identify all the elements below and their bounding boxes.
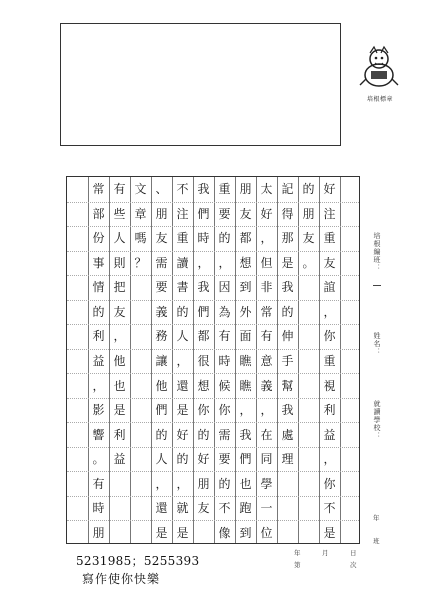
essay-char: 影	[92, 403, 105, 418]
essay-char: ，	[260, 403, 273, 418]
essay-char: ，	[113, 329, 126, 344]
essay-char: 需	[155, 255, 168, 270]
essay-char: 不	[176, 182, 189, 197]
essay-char: 一	[260, 501, 273, 516]
essay-char: 人	[113, 231, 126, 246]
essay-char: 朋	[92, 525, 105, 540]
essay-char: 都	[197, 329, 210, 344]
essay-char: ，	[197, 255, 210, 270]
essay-char: ，	[92, 378, 105, 393]
grid-row-line	[67, 251, 359, 252]
essay-char: 的	[197, 427, 210, 442]
essay-char: 的	[218, 476, 231, 491]
essay-char: 伸	[281, 329, 294, 344]
essay-char: 還	[155, 501, 168, 516]
essay-char: 事	[92, 255, 105, 270]
essay-char: 讀	[176, 255, 189, 270]
essay-char: ，	[323, 452, 336, 467]
essay-char: 是	[113, 403, 126, 418]
essay-char: 益	[92, 354, 105, 368]
essay-char: 有	[113, 182, 126, 197]
essay-char: 文	[134, 182, 147, 197]
footer-month-label: 月	[322, 549, 329, 557]
essay-char: 在	[260, 427, 273, 442]
essay-char: 們	[155, 403, 168, 418]
essay-char: 人	[155, 452, 168, 467]
essay-char: 常	[260, 304, 273, 319]
footer-ordinal-label: 第	[294, 561, 301, 569]
essay-char: 就	[176, 501, 189, 516]
essay-char: 我	[239, 427, 252, 442]
essay-char: 候	[218, 378, 231, 393]
essay-char: 友	[113, 304, 126, 319]
footer-times-label: 次	[350, 561, 357, 569]
grid-row-line	[67, 398, 359, 399]
essay-char: ，	[218, 255, 231, 270]
essay-char: 是	[323, 525, 336, 540]
essay-char: 義	[155, 304, 168, 319]
essay-char: 些	[113, 206, 126, 221]
essay-char: 我	[281, 280, 294, 295]
essay-char: 益	[113, 452, 126, 467]
essay-char: 友	[155, 231, 168, 246]
essay-char: 是	[176, 403, 189, 418]
essay-char: 他	[113, 354, 126, 368]
essay-char: 人	[176, 329, 189, 344]
essay-char: ？	[134, 255, 147, 270]
essay-char: 的	[218, 231, 231, 246]
essay-char: 也	[113, 378, 126, 393]
footer-day-label: 日	[350, 549, 357, 557]
class-code-label: 培根編班：	[373, 232, 381, 272]
grid-row-line	[67, 471, 359, 472]
essay-char: 時	[218, 354, 231, 368]
grid-column-line	[340, 177, 341, 543]
essay-char: 部	[92, 206, 105, 221]
essay-char: 是	[155, 525, 168, 540]
essay-char: 學	[260, 476, 273, 491]
essay-char: 瞧	[239, 354, 252, 368]
essay-char: 好	[260, 206, 273, 221]
grid-row-line	[67, 324, 359, 325]
essay-char: 利	[323, 403, 336, 418]
essay-char: 響	[92, 427, 105, 442]
essay-char: 為	[218, 304, 231, 319]
grid-row-line	[67, 520, 359, 521]
essay-char: 也	[239, 476, 252, 491]
class-code-line	[373, 285, 381, 286]
essay-char: 幫	[281, 378, 294, 393]
essay-char: 友	[197, 501, 210, 516]
grid-row-line	[67, 422, 359, 423]
essay-char: 不	[323, 501, 336, 516]
essay-char: 的	[176, 452, 189, 467]
essay-char: 面	[239, 329, 252, 344]
essay-char: 理	[281, 452, 294, 467]
essay-char: 朋	[197, 476, 210, 491]
essay-char: 是	[176, 525, 189, 540]
essay-char: 朋	[302, 206, 315, 221]
essay-char: 我	[281, 403, 294, 418]
essay-char: 注	[323, 206, 336, 221]
essay-char: 有	[92, 476, 105, 491]
essay-char: 因	[218, 280, 231, 295]
essay-char: 是	[281, 255, 294, 270]
essay-char: 情	[92, 280, 105, 295]
essay-char: 義	[260, 378, 273, 393]
mascot-logo-icon	[356, 45, 402, 91]
essay-char: 友	[323, 255, 336, 270]
essay-char: 還	[176, 378, 189, 393]
essay-char: 友	[239, 206, 252, 221]
essay-char: 注	[176, 206, 189, 221]
essay-char: 的	[176, 304, 189, 319]
essay-char: 你	[197, 403, 210, 418]
essay-char: 到	[239, 525, 252, 540]
grid-row-line	[67, 202, 359, 203]
essay-char: 很	[197, 354, 210, 368]
essay-char: 把	[113, 280, 126, 295]
essay-char: 書	[176, 280, 189, 295]
essay-char: 想	[239, 255, 252, 270]
grid-row-line	[67, 300, 359, 301]
essay-char: 常	[92, 182, 105, 197]
essay-char: 好	[197, 452, 210, 467]
essay-char: 那	[281, 231, 294, 246]
essay-char: 朋	[155, 206, 168, 221]
grid-row-line	[67, 447, 359, 448]
essay-char: 處	[281, 427, 294, 442]
footer-code: 5231985；5255393	[76, 554, 200, 568]
essay-char: 重	[218, 182, 231, 197]
essay-char: 重	[323, 231, 336, 246]
essay-char: 的	[155, 427, 168, 442]
essay-char: 意	[260, 354, 273, 368]
essay-char: 們	[197, 304, 210, 319]
essay-char: 外	[239, 304, 252, 319]
essay-char: 好	[323, 182, 336, 197]
essay-char: ，	[239, 403, 252, 418]
essay-char: 的	[92, 304, 105, 319]
grid-row-line	[67, 496, 359, 497]
footer-year-label: 年	[294, 549, 301, 557]
grid-row-line	[67, 373, 359, 374]
essay-char: 時	[92, 501, 105, 516]
essay-char: 嗎	[134, 231, 147, 246]
essay-char: 益	[323, 427, 336, 442]
essay-char: 務	[155, 329, 168, 344]
essay-char: 們	[197, 206, 210, 221]
essay-char: 想	[197, 378, 210, 393]
essay-char: 份	[92, 231, 105, 246]
essay-char: 利	[113, 427, 126, 442]
comment-box	[60, 23, 341, 146]
essay-char: 得	[281, 206, 294, 221]
grid-row-line	[67, 226, 359, 227]
essay-char: 要	[218, 206, 231, 221]
essay-char: 。	[302, 255, 315, 270]
essay-char: 朋	[239, 182, 252, 197]
grid-row-line	[67, 275, 359, 276]
grid-row-line	[67, 349, 359, 350]
essay-char: 的	[302, 182, 315, 197]
essay-char: 你	[323, 329, 336, 344]
essay-char: 他	[155, 378, 168, 393]
essay-char: ，	[155, 476, 168, 491]
essay-char: 非	[260, 280, 273, 295]
essay-char: 但	[260, 255, 273, 270]
essay-char: 們	[239, 452, 252, 467]
essay-char: 手	[281, 354, 294, 368]
essay-char: 記	[281, 182, 294, 197]
essay-char: 重	[176, 231, 189, 246]
essay-char: 友	[302, 231, 315, 246]
writing-grid	[66, 176, 360, 544]
essay-char: 同	[260, 452, 273, 467]
essay-char: 要	[218, 452, 231, 467]
essay-char: 利	[92, 329, 105, 344]
essay-char: ，	[323, 304, 336, 319]
essay-char: 我	[197, 280, 210, 295]
essay-char: 有	[218, 329, 231, 344]
essay-char: 瞧	[239, 378, 252, 393]
class-label: 班	[373, 537, 380, 545]
essay-char: 視	[323, 378, 336, 393]
essay-char: 好	[176, 427, 189, 442]
essay-char: 跑	[239, 501, 252, 516]
essay-char: 都	[239, 231, 252, 246]
essay-char: 有	[260, 329, 273, 344]
essay-char: 時	[197, 231, 210, 246]
brand-label: 培根標章	[366, 96, 393, 103]
essay-char: 需	[218, 427, 231, 442]
essay-char: 我	[197, 182, 210, 197]
essay-char: 誼	[323, 280, 336, 295]
essay-char: 的	[281, 304, 294, 319]
essay-char: 要	[155, 280, 168, 295]
essay-char: 則	[113, 255, 126, 270]
essay-char: 到	[239, 280, 252, 295]
essay-char: 你	[323, 476, 336, 491]
essay-char: 。	[92, 452, 105, 467]
essay-char: 不	[218, 501, 231, 516]
essay-char: 、	[155, 182, 168, 197]
essay-char: 章	[134, 206, 147, 221]
grade-label: 年	[373, 514, 380, 522]
school-label: 就讀學校：	[373, 400, 381, 440]
essay-char: 像	[218, 525, 231, 540]
essay-char: 重	[323, 354, 336, 368]
essay-char: ，	[176, 354, 189, 368]
name-label: 姓名：	[373, 332, 381, 356]
essay-char: ，	[260, 231, 273, 246]
essay-char: 讓	[155, 354, 168, 368]
essay-char: ，	[176, 476, 189, 491]
essay-char: 位	[260, 525, 273, 540]
essay-char: 太	[260, 182, 273, 197]
essay-char: 你	[218, 403, 231, 418]
footer-slogan: 寫作使你快樂	[82, 572, 161, 586]
